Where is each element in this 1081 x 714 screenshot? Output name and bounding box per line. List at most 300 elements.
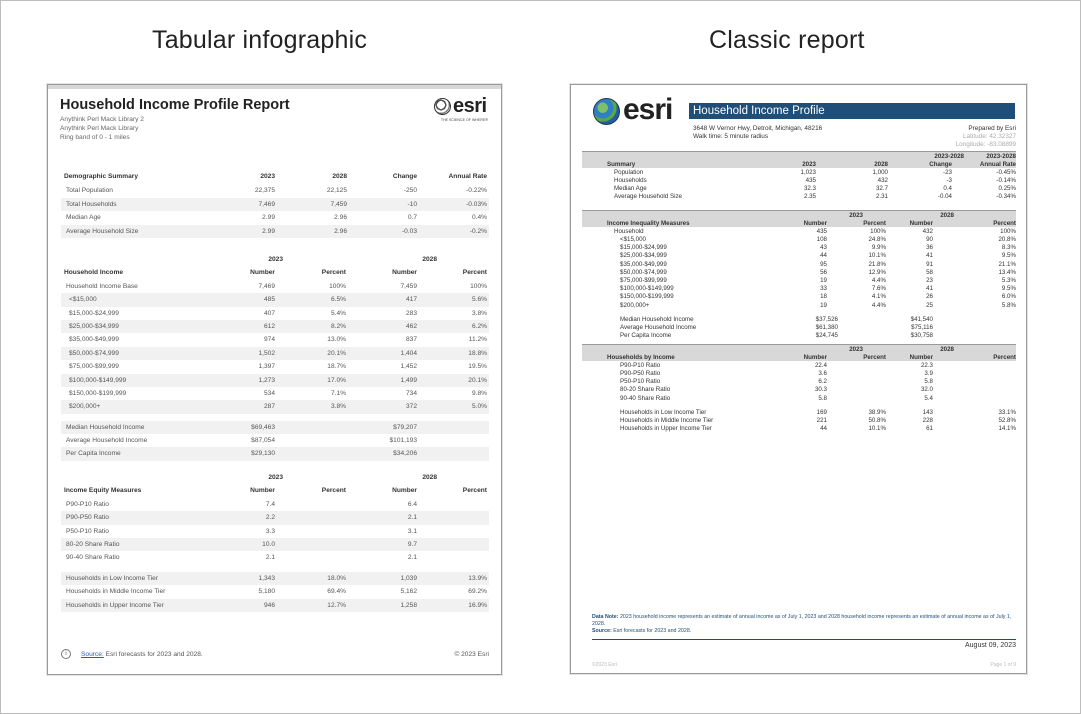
source-text: Esri forecasts for 2023 and 2028. [103, 651, 203, 658]
table-cell: Population [614, 168, 644, 176]
table-cell: 9.7 [407, 540, 417, 548]
table-cell: 143 [922, 408, 933, 416]
table-cell: 25 [926, 301, 933, 309]
globe-icon [593, 98, 620, 125]
table-cell: 7,459 [330, 200, 347, 208]
table-cell: $69,463 [251, 423, 275, 431]
table-cell: 485 [263, 296, 275, 304]
table-row [582, 332, 1016, 340]
table-cell: 30.3 [814, 386, 827, 394]
table-cell: 18.7% [327, 363, 346, 371]
table-cell: 90-40 Share Ratio [620, 394, 671, 402]
table-cell: Households in Low Income Tier [620, 408, 707, 416]
table-cell: 38.9% [868, 408, 886, 416]
table-cell: 0.4 [943, 185, 952, 193]
table-cell: 32.3 [803, 185, 816, 193]
table-cell: 20.1% [468, 376, 487, 384]
table-cell: 21.8% [868, 260, 886, 268]
table-cell: 2.96 [334, 227, 347, 235]
table-row [61, 525, 489, 538]
table-cell: 2.2 [265, 514, 275, 522]
table-cell: 43 [820, 244, 827, 252]
table-cell: -0.03 [401, 227, 417, 235]
globe-icon [434, 98, 451, 115]
table-cell: 7.1% [330, 389, 346, 397]
table-cell: Per Capita Income [66, 450, 121, 458]
table-cell: 5.8 [924, 378, 933, 386]
table-row [582, 227, 1016, 235]
table-cell: 2.1 [407, 554, 417, 562]
table-cell: 21.1% [998, 260, 1016, 268]
table-cell: $150,000-$199,999 [620, 293, 674, 301]
table-cell: 432 [877, 177, 888, 185]
table-row [61, 498, 489, 511]
footer-rule [592, 639, 1016, 640]
table-cell: 1,499 [400, 376, 417, 384]
table-row [61, 374, 489, 387]
table-cell: Households [614, 177, 647, 185]
table-row [61, 211, 489, 224]
caption-classic: Classic report [709, 26, 865, 54]
table-cell: 22.4 [814, 361, 827, 369]
table-header: Summary 2023 2028 Change Annual Rate [582, 160, 1016, 168]
table-cell: 33 [820, 285, 827, 293]
table-cell: Median Age [66, 214, 101, 222]
tabular-infographic-page [47, 84, 502, 675]
table-header: Income Inequality Measures Number Percent Number Percent [582, 219, 1016, 227]
table-row [61, 434, 489, 447]
table-cell: Average Household Size [66, 227, 139, 235]
table-cell: 69.4% [327, 588, 346, 596]
table-cell: $100,000-$149,999 [69, 376, 127, 384]
table-cell: 432 [922, 227, 933, 235]
table-cell: 2.1 [265, 554, 275, 562]
subtitle-line: Anythink Perl Mack Library [60, 125, 139, 132]
table-header: Income Equity Measures Number Percent Number Percent [64, 487, 487, 495]
table-cell: $35,000-$49,999 [620, 260, 667, 268]
table-cell: 22,125 [326, 187, 347, 195]
table-cell: 8.2% [330, 322, 346, 330]
table-cell: 24.8% [868, 236, 886, 244]
table-cell: -0.45% [996, 168, 1016, 176]
table-cell: Median Household Income [620, 315, 694, 323]
table-cell: 1,273 [258, 376, 275, 384]
subtitle-line: Ring band of 0 - 1 miles [60, 134, 130, 141]
table-row [61, 333, 489, 346]
table-cell: 5.4 [924, 394, 933, 402]
table-cell: 9.5% [1001, 285, 1016, 293]
table-cell: 20.1% [327, 349, 346, 357]
table-cell: Average Household Income [620, 323, 697, 331]
data-note-label: Data Note: [592, 614, 619, 620]
table-cell: Households in Upper Income Tier [620, 425, 712, 433]
source-link[interactable]: Source: [81, 651, 104, 658]
table-row [61, 511, 489, 524]
table-row [582, 285, 1016, 293]
table-row [582, 277, 1016, 285]
table-cell: 10.1% [868, 252, 886, 260]
table-cell: 7.6% [871, 285, 886, 293]
table-cell: 90-40 Share Ratio [66, 554, 120, 562]
table-cell: 44 [820, 425, 827, 433]
table-cell: $75,116 [911, 323, 933, 331]
year-header: 2023 2028 [268, 474, 437, 481]
table-cell: -0.03% [466, 200, 487, 208]
table-row [61, 447, 489, 460]
classic-households-by-income-table [582, 344, 1016, 433]
table-cell: 3.1 [407, 527, 417, 535]
esri-logo [434, 95, 488, 126]
table-cell: 5,180 [258, 588, 275, 596]
table-cell: 61 [926, 425, 933, 433]
table-cell: <$15,000 [620, 236, 646, 244]
esri-wordmark: esri [453, 95, 487, 117]
table-cell: 169 [816, 408, 827, 416]
table-cell: 228 [922, 417, 933, 424]
table-cell: $79,207 [393, 423, 417, 431]
table-cell: 12.9% [868, 268, 886, 276]
copyright: ©2023 Esri [592, 662, 617, 668]
table-cell: -3 [946, 177, 952, 185]
table-row [61, 280, 489, 293]
page-number: Page 1 of 9 [990, 662, 1016, 668]
table-cell: Households in Middle Income Tier [620, 417, 714, 424]
classic-inequality-table [582, 210, 1016, 340]
table-cell: $15,000-$24,999 [620, 244, 667, 252]
table-cell: P90-P50 Ratio [620, 370, 661, 378]
table-cell: 22,375 [254, 187, 275, 195]
table-cell: 8.3% [1001, 244, 1016, 252]
esri-tagline: THE SCIENCE OF WHERE® [440, 118, 488, 122]
table-cell: 1,502 [258, 349, 275, 357]
table-cell: 5.6% [471, 296, 487, 304]
table-cell: 18.0% [327, 574, 346, 582]
table-cell: $30,758 [910, 332, 933, 340]
table-row [61, 184, 489, 197]
table-cell: 9.8% [471, 389, 487, 397]
table-cell: 52.8% [998, 417, 1016, 424]
table-cell: 372 [405, 403, 417, 411]
table-cell: 20.8% [998, 236, 1016, 244]
table-row [61, 360, 489, 373]
table-header: Household Income Number Percent Number Percent [64, 269, 487, 277]
table-row [582, 378, 1016, 386]
table-cell: -0.04 [937, 193, 952, 201]
table-cell: 19.5% [468, 363, 487, 371]
table-cell: Households in Upper Income Tier [66, 601, 164, 609]
table-cell: $25,000-$34,999 [620, 252, 667, 260]
table-row [61, 225, 489, 238]
table-cell: 41 [926, 285, 933, 293]
table-cell: 417 [405, 296, 417, 304]
table-row [582, 244, 1016, 252]
table-cell: 2.35 [803, 193, 816, 201]
table-cell: $25,000-$34,999 [69, 322, 119, 330]
table-cell: 4.4% [871, 301, 886, 309]
table-cell: 19 [820, 301, 827, 309]
table-row [582, 236, 1016, 244]
table-cell: 6.4 [407, 500, 417, 508]
table-cell: Median Age [614, 185, 647, 193]
table-cell: $15,000-$24,999 [69, 309, 119, 317]
table-cell: 23 [926, 277, 933, 284]
table-cell: 1,404 [400, 349, 417, 357]
table-cell: -0.2% [469, 227, 487, 235]
table-cell: 91 [926, 260, 933, 268]
table-cell: 13.9% [468, 574, 487, 582]
table-cell: $150,000-$199,999 [69, 389, 127, 397]
table-cell: 56 [820, 268, 827, 276]
table-cell: 1,258 [400, 601, 417, 609]
table-row [582, 185, 1016, 193]
table-cell: 3.3 [265, 527, 275, 535]
table-cell: 9.5% [1001, 252, 1016, 260]
table-cell: 10.1% [868, 425, 886, 433]
table-cell: Households in Middle Income Tier [66, 588, 166, 596]
table-cell: 100% [329, 282, 346, 290]
table-header: 2023-2028 2023-2028 [582, 151, 1016, 160]
table-cell: $100,000-$149,999 [620, 285, 674, 293]
table-cell: 95 [820, 260, 827, 268]
table-row [582, 425, 1016, 433]
table-row [582, 293, 1016, 301]
table-cell: Household [614, 227, 644, 235]
table-cell: 1,023 [800, 168, 816, 176]
source-note [81, 651, 203, 658]
table-cell: Household Income Base [66, 282, 138, 290]
table-cell: $61,380 [815, 323, 838, 331]
classic-report-page [570, 84, 1027, 674]
report-date: August 09, 2023 [965, 642, 1016, 649]
table-cell: Households in Low Income Tier [66, 574, 158, 582]
table-row [582, 268, 1016, 276]
table-row [582, 361, 1016, 369]
table-cell: 974 [263, 336, 275, 344]
table-cell: 1,343 [258, 574, 275, 582]
table-cell: 2.99 [262, 227, 275, 235]
year-header: 2023 2028 [268, 256, 437, 263]
table-cell: 5,162 [400, 588, 417, 596]
table-cell: 612 [263, 322, 275, 330]
longitude: Longitude: -83.08899 [955, 141, 1016, 148]
table-cell: 10.0 [262, 540, 275, 548]
table-row [61, 293, 489, 306]
table-cell: 41 [926, 252, 933, 260]
table-cell: $75,000-$99,999 [620, 277, 667, 284]
table-cell: 435 [805, 177, 816, 185]
table-row [61, 538, 489, 551]
table-cell: $200,000+ [69, 403, 101, 411]
table-header: Households by Income Number Percent Number Percent [582, 353, 1016, 361]
table-cell: Total Households [66, 200, 117, 208]
table-row [582, 417, 1016, 425]
table-row [61, 551, 489, 564]
table-cell: 2.96 [334, 214, 347, 222]
table-row [582, 260, 1016, 268]
latitude: Latitude: 42.32327 [963, 133, 1016, 140]
table-row [582, 177, 1016, 185]
table-cell: 3.8% [330, 403, 346, 411]
table-cell: 50.8% [868, 417, 886, 424]
table-cell: 6.2 [818, 378, 827, 386]
table-row [582, 252, 1016, 260]
table-cell: 283 [405, 309, 417, 317]
table-cell: 435 [816, 227, 827, 235]
table-cell: 33.1% [998, 408, 1016, 416]
walk-time: Walk time: 5 minute radius [693, 133, 769, 140]
info-icon[interactable]: i [61, 649, 71, 659]
table-cell: 7,469 [258, 200, 275, 208]
table-cell: 108 [816, 236, 827, 244]
table-cell: 1,039 [400, 574, 417, 582]
data-note-text: 2023 household income represents an estimate of annual income as of July 1, 2023 and 2028 household income represents an estimate of annual income as of July 1, 2028. [592, 614, 1012, 627]
site-address: 3648 W Vernor Hwy, Detroit, Michigan, 48216 [693, 125, 823, 132]
table-cell: 1,452 [400, 363, 417, 371]
table-cell: P90-P10 Ratio [66, 500, 109, 508]
table-row [61, 320, 489, 333]
table-cell: 80-20 Share Ratio [620, 386, 671, 394]
table-cell: 5.8% [1001, 301, 1016, 309]
table-cell: -10 [407, 200, 417, 208]
table-row [582, 168, 1016, 176]
table-cell: 90 [926, 236, 933, 244]
table-cell: 18.8% [468, 349, 487, 357]
table-row [61, 307, 489, 320]
income-equity-table [61, 471, 489, 612]
table-cell: 0.25% [998, 185, 1016, 193]
table-cell: 18 [820, 293, 827, 301]
table-cell: 0.4% [471, 214, 487, 222]
table-cell: <$15,000 [69, 296, 97, 304]
table-cell: $75,000-$99,999 [69, 363, 119, 371]
table-cell: $24,745 [815, 332, 838, 340]
table-cell: 44 [820, 252, 827, 260]
table-cell: $34,206 [393, 450, 417, 458]
table-row [61, 198, 489, 211]
table-row [61, 387, 489, 400]
table-cell: 221 [816, 417, 827, 424]
table-cell: 12.7% [327, 601, 346, 609]
table-row [61, 585, 489, 598]
table-cell: $200,000+ [620, 301, 650, 309]
table-cell: Total Population [66, 187, 113, 195]
table-row [582, 301, 1016, 309]
subtitle-line: Anythink Perl Mack Library 2 [60, 116, 144, 123]
table-cell: $37,526 [815, 315, 838, 323]
caption-tabular: Tabular infographic [152, 26, 368, 54]
table-cell: 534 [263, 389, 275, 397]
table-cell: -250 [403, 187, 417, 195]
table-cell: 2.99 [262, 214, 275, 222]
table-row [582, 408, 1016, 416]
table-cell: -0.14% [996, 177, 1016, 185]
table-cell: 80-20 Share Ratio [66, 540, 120, 548]
esri-logo [593, 95, 683, 129]
table-cell: -0.22% [466, 187, 487, 195]
table-cell: 946 [263, 601, 275, 609]
esri-wordmark: esri [623, 93, 673, 126]
table-cell: 100% [1000, 227, 1016, 235]
source-text: Esri forecasts for 2023 and 2028. [611, 628, 692, 634]
table-cell: 16.9% [468, 601, 487, 609]
table-cell: 36 [926, 244, 933, 252]
table-cell: 32.7 [875, 185, 888, 193]
table-row [582, 193, 1016, 201]
table-cell: Average Household Income [66, 437, 148, 445]
table-cell: 7,469 [258, 282, 275, 290]
table-row [61, 400, 489, 413]
report-title: Household Income Profile Report [60, 97, 290, 113]
table-row [582, 394, 1016, 402]
table-cell: 2.31 [875, 193, 888, 201]
table-cell: 7.4 [265, 500, 275, 508]
household-income-table [61, 253, 489, 461]
table-cell: 0.7 [407, 214, 417, 222]
table-cell: $87,054 [251, 437, 275, 445]
table-cell: 69.2% [468, 588, 487, 596]
table-cell: 287 [263, 403, 275, 411]
table-cell: 9.9% [871, 244, 886, 252]
prepared-by: Prepared by Esri [968, 125, 1016, 132]
table-cell: 3.8% [471, 309, 487, 317]
table-cell: 1,397 [258, 363, 275, 371]
table-cell: 13.4% [998, 268, 1016, 276]
table-cell: 837 [405, 336, 417, 344]
table-cell: 11.2% [468, 336, 487, 344]
demographic-summary-table [61, 170, 489, 238]
table-cell: $35,000-$49,999 [69, 336, 119, 344]
table-cell: Average Household Size [614, 193, 682, 201]
table-cell: 2.1 [407, 514, 417, 522]
year-header: 2023 2028 [582, 344, 1016, 353]
table-cell: $29,130 [251, 450, 275, 458]
table-cell: 32.0 [920, 386, 933, 394]
table-row [61, 347, 489, 360]
table-cell: $50,000-$74,999 [69, 349, 119, 357]
page-top-bar [48, 85, 501, 89]
year-header: 2023 2028 [582, 210, 1016, 219]
table-cell: 462 [405, 322, 417, 330]
table-cell: 26 [926, 293, 933, 301]
table-cell: 6.2% [471, 322, 487, 330]
source-label: Source: [592, 628, 612, 634]
table-cell: -23 [943, 168, 952, 176]
table-cell: 19 [820, 277, 827, 284]
table-row [582, 323, 1016, 331]
table-cell: Per Capita Income [620, 332, 672, 340]
table-cell: 5.0% [471, 403, 487, 411]
table-cell: 22.3 [920, 361, 933, 369]
table-cell: $41,540 [910, 315, 933, 323]
table-cell: 3.6 [818, 370, 827, 378]
table-cell: P90-P50 Ratio [66, 514, 109, 522]
table-cell: 734 [405, 389, 417, 397]
table-row [582, 315, 1016, 323]
table-cell: $50,000-$74,999 [620, 268, 667, 276]
table-cell: 7,459 [400, 282, 417, 290]
table-cell: 4.1% [871, 293, 886, 301]
copyright: © 2023 Esri [454, 651, 489, 658]
table-row [61, 599, 489, 612]
report-title-banner: Household Income Profile [689, 103, 1015, 119]
table-cell: 6.5% [330, 296, 346, 304]
table-cell: 3.9 [924, 370, 933, 378]
table-cell: 5.4% [330, 309, 346, 317]
table-cell: 13.0% [327, 336, 346, 344]
table-cell: 5.8 [818, 394, 827, 402]
table-header: Demographic Summary 2023 2028 Change Annual Rate [64, 173, 487, 180]
table-cell: 407 [263, 309, 275, 317]
